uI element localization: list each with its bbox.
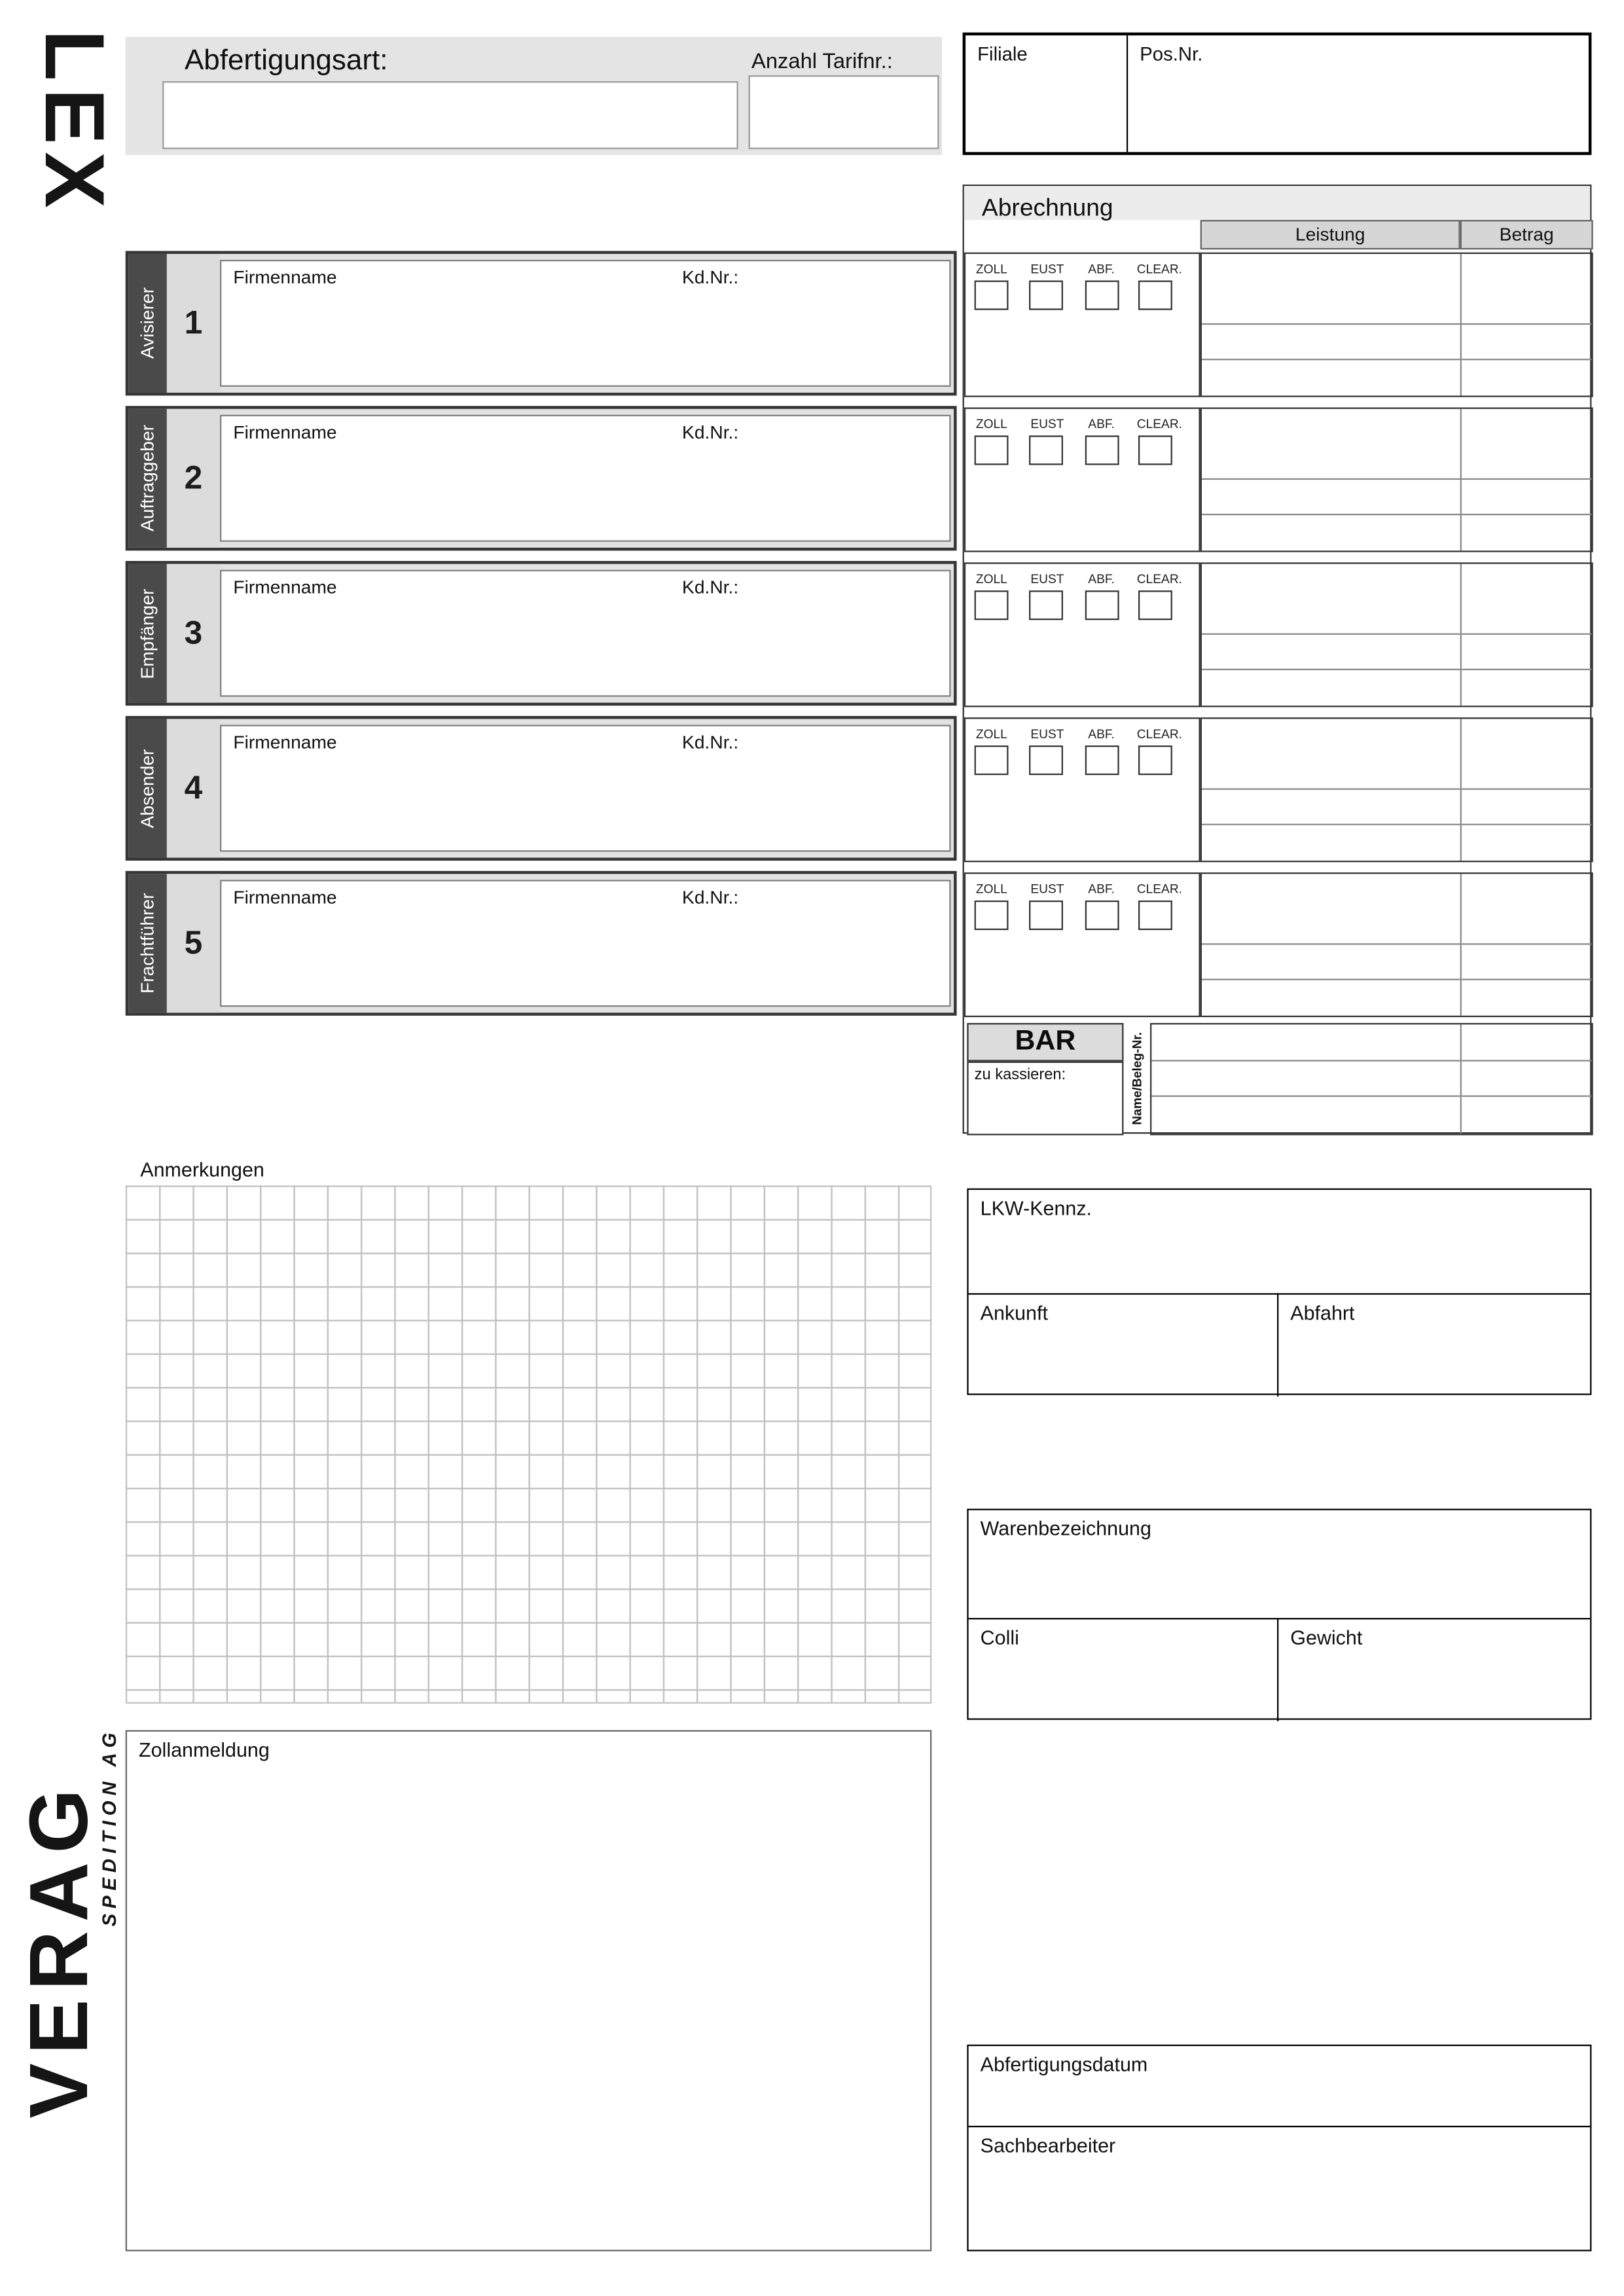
checkbox-cell	[964, 717, 1200, 862]
filiale-field[interactable]	[965, 35, 1128, 152]
abfertigungsart-label: Abfertigungsart:	[184, 44, 388, 77]
abrechnung-row	[1202, 515, 1591, 550]
abfahrt-label: Abfahrt	[1290, 1302, 1355, 1325]
party-block-empfaenger	[126, 561, 957, 706]
ankunft-label: Ankunft	[980, 1302, 1048, 1325]
abfertigung-box	[967, 2045, 1591, 2251]
leistung-cell[interactable]	[1202, 254, 1462, 323]
zoll-checkbox[interactable]	[975, 745, 1009, 775]
clear-checkbox[interactable]	[1138, 281, 1172, 310]
firmenname-label: Firmenname	[233, 887, 337, 908]
bar-row	[1151, 1061, 1591, 1097]
party-company-field[interactable]	[220, 570, 950, 697]
leistung-cell[interactable]	[1202, 825, 1462, 861]
party-company-field[interactable]	[220, 725, 950, 852]
zollanmeldung-field[interactable]	[126, 1730, 932, 2251]
warenbezeichnung-label: Warenbezeichnung	[980, 1517, 1151, 1540]
abrechnung-rows	[1200, 717, 1593, 862]
abrechnung-row	[1202, 635, 1591, 670]
betrag-cell[interactable]	[1462, 515, 1591, 550]
kdnr-label: Kd.Nr.:	[682, 577, 739, 598]
gewicht-field[interactable]	[1278, 1618, 1590, 1721]
sachbearbeiter-label: Sachbearbeiter	[980, 2134, 1116, 2157]
abfahrt-field[interactable]	[1278, 1293, 1590, 1397]
abf-checkbox[interactable]	[1085, 745, 1119, 775]
eust-label: EUST	[1030, 416, 1064, 431]
posnr-field[interactable]	[1128, 35, 1589, 152]
bar-row	[1151, 1024, 1591, 1060]
clear-label: CLEAR.	[1136, 571, 1183, 586]
posnr-label: Pos.Nr.	[1140, 43, 1203, 65]
bar-rows	[1150, 1023, 1593, 1135]
abfertigungsdatum-label: Abfertigungsdatum	[980, 2053, 1148, 2076]
abf-checkbox[interactable]	[1085, 281, 1119, 310]
abrechnung-row	[1202, 564, 1591, 635]
party-block-frachtfuehrer	[126, 871, 957, 1016]
abrechnung-row	[1202, 480, 1591, 515]
party-number: 4	[167, 719, 220, 857]
party-company-field[interactable]	[220, 880, 950, 1007]
party-company-field[interactable]	[220, 415, 950, 542]
party-number: 1	[167, 254, 220, 393]
betrag-cell[interactable]	[1462, 360, 1591, 395]
eust-label: EUST	[1030, 726, 1064, 742]
lex-logo: LEX	[26, 29, 121, 215]
abrechnung-row	[1202, 945, 1591, 980]
leistung-cell[interactable]	[1202, 945, 1462, 979]
colli-field[interactable]	[969, 1618, 1279, 1721]
party-role-label: Avisierer	[128, 254, 167, 393]
firmenname-label: Firmenname	[233, 267, 337, 288]
leistung-cell[interactable]	[1202, 790, 1462, 824]
abrechnung-group-1	[964, 253, 1593, 397]
eust-label: EUST	[1030, 881, 1064, 897]
party-number: 3	[167, 564, 220, 703]
betrag-cell[interactable]	[1462, 980, 1591, 1016]
firmenname-label: Firmenname	[233, 732, 337, 753]
clear-label: CLEAR.	[1136, 261, 1183, 276]
abf-checkbox[interactable]	[1085, 901, 1119, 930]
bar-section	[964, 1023, 1593, 1135]
bar-title: BAR	[967, 1023, 1123, 1062]
eust-checkbox[interactable]	[1029, 901, 1063, 930]
kdnr-label: Kd.Nr.:	[682, 422, 739, 443]
abrechnung-row	[1202, 719, 1591, 789]
zoll-checkbox[interactable]	[975, 435, 1009, 465]
party-role-label: Auftraggeber	[128, 409, 167, 548]
filiale-label: Filiale	[977, 43, 1028, 65]
leistung-cell[interactable]	[1202, 360, 1462, 395]
zoll-label: ZOLL	[975, 416, 1007, 431]
betrag-column-header: Betrag	[1460, 220, 1593, 249]
kdnr-label: Kd.Nr.:	[682, 887, 739, 908]
abrechnung-row	[1202, 980, 1591, 1016]
betrag-cell[interactable]	[1462, 635, 1591, 669]
abrechnung-row	[1202, 360, 1591, 395]
clear-checkbox[interactable]	[1138, 590, 1172, 620]
leistung-cell[interactable]	[1202, 480, 1462, 514]
anzahl-tarifnr-label: Anzahl Tarifnr.:	[751, 50, 893, 74]
abrechnung-rows	[1200, 253, 1593, 397]
checkbox-cell	[964, 562, 1200, 707]
leistung-cell[interactable]	[1151, 1024, 1462, 1059]
betrag-cell[interactable]	[1462, 1024, 1591, 1059]
abrechnung-box	[963, 185, 1592, 1134]
lkw-box	[967, 1189, 1591, 1395]
eust-label: EUST	[1030, 261, 1064, 276]
zoll-label: ZOLL	[975, 261, 1007, 276]
zoll-checkbox[interactable]	[975, 281, 1009, 310]
spedition-ag-label: SPEDITION AG	[98, 1728, 120, 1928]
gewicht-label: Gewicht	[1290, 1626, 1363, 1649]
bar-row	[1151, 1097, 1591, 1133]
abrechnung-group-3	[964, 562, 1593, 707]
anzahl-tarifnr-field[interactable]	[749, 75, 939, 149]
kdnr-label: Kd.Nr.:	[682, 267, 739, 288]
eust-checkbox[interactable]	[1029, 590, 1063, 620]
anmerkungen-label: Anmerkungen	[140, 1158, 264, 1181]
kdnr-label: Kd.Nr.:	[682, 732, 739, 753]
abrechnung-row	[1202, 825, 1591, 861]
zoll-checkbox[interactable]	[975, 590, 1009, 620]
betrag-cell[interactable]	[1462, 1097, 1591, 1133]
zu-kassieren-field[interactable]	[967, 1062, 1123, 1136]
leistung-cell[interactable]	[1202, 670, 1462, 706]
abrechnung-row	[1202, 254, 1591, 325]
leistung-cell[interactable]	[1202, 325, 1462, 359]
eust-checkbox[interactable]	[1029, 435, 1063, 465]
betrag-cell[interactable]	[1462, 825, 1591, 861]
ankunft-field[interactable]	[969, 1293, 1279, 1397]
leistung-cell[interactable]	[1151, 1097, 1462, 1133]
sachbearbeiter-field[interactable]	[969, 2127, 1591, 2253]
betrag-cell[interactable]	[1462, 564, 1591, 634]
party-company-field[interactable]	[220, 260, 950, 387]
anmerkungen-grid[interactable]	[126, 1185, 932, 1704]
party-number: 5	[167, 874, 220, 1013]
clear-label: CLEAR.	[1136, 881, 1183, 897]
abrechnung-row	[1202, 670, 1591, 706]
betrag-cell[interactable]	[1462, 254, 1591, 323]
abrechnung-group-2	[964, 408, 1593, 552]
abrechnung-row	[1202, 874, 1591, 944]
betrag-cell[interactable]	[1462, 409, 1591, 478]
checkbox-cell	[964, 408, 1200, 552]
betrag-cell[interactable]	[1462, 874, 1591, 943]
header-panel	[126, 37, 942, 154]
abrechnung-rows	[1200, 408, 1593, 552]
abf-label: ABF.	[1088, 881, 1115, 897]
eust-checkbox[interactable]	[1029, 281, 1063, 310]
firmenname-label: Firmenname	[233, 577, 337, 598]
leistung-cell[interactable]	[1202, 635, 1462, 669]
firmenname-label: Firmenname	[233, 422, 337, 443]
betrag-cell[interactable]	[1462, 719, 1591, 788]
checkbox-cell	[964, 872, 1200, 1017]
leistung-cell[interactable]	[1202, 564, 1462, 634]
clear-label: CLEAR.	[1136, 726, 1183, 742]
zoll-label: ZOLL	[975, 571, 1007, 586]
zoll-label: ZOLL	[975, 881, 1007, 897]
abf-label: ABF.	[1088, 571, 1115, 586]
filiale-posnr-box	[963, 33, 1592, 155]
party-number: 2	[167, 409, 220, 548]
betrag-cell[interactable]	[1462, 670, 1591, 706]
abfertigungsart-field[interactable]	[162, 81, 738, 149]
betrag-cell[interactable]	[1462, 1061, 1591, 1096]
clear-label: CLEAR.	[1136, 416, 1183, 431]
party-role-label: Frachtführer	[128, 874, 167, 1013]
abrechnung-row	[1202, 325, 1591, 360]
party-block-absender	[126, 716, 957, 861]
leistung-cell[interactable]	[1202, 980, 1462, 1016]
party-block-auftraggeber	[126, 406, 957, 550]
party-block-avisierer	[126, 251, 957, 395]
zoll-checkbox[interactable]	[975, 901, 1009, 930]
warenbezeichnung-box	[967, 1509, 1591, 1720]
betrag-cell[interactable]	[1462, 325, 1591, 359]
verag-logo: VERAG	[12, 1779, 105, 2118]
abrechnung-row	[1202, 790, 1591, 825]
betrag-cell[interactable]	[1462, 790, 1591, 824]
name-beleg-nr-label: Name/Beleg-Nr.	[1129, 1032, 1145, 1126]
checkbox-cell	[964, 253, 1200, 397]
abf-label: ABF.	[1088, 416, 1115, 431]
clear-checkbox[interactable]	[1138, 745, 1172, 775]
abf-label: ABF.	[1088, 261, 1115, 276]
abrechnung-title: Abrechnung	[981, 194, 1113, 222]
leistung-cell[interactable]	[1151, 1061, 1462, 1096]
abrechnung-row	[1202, 409, 1591, 480]
lkw-kennz-label: LKW-Kennz.	[980, 1197, 1092, 1220]
zollanmeldung-label: Zollanmeldung	[139, 1738, 270, 1761]
abf-checkbox[interactable]	[1085, 590, 1119, 620]
party-role-label: Empfänger	[128, 564, 167, 703]
eust-label: EUST	[1030, 571, 1064, 586]
zoll-label: ZOLL	[975, 726, 1007, 742]
party-role-label: Absender	[128, 719, 167, 857]
abf-checkbox[interactable]	[1085, 435, 1119, 465]
abfertigungsdatum-field[interactable]	[969, 2046, 1591, 2127]
abrechnung-group-4	[964, 717, 1593, 862]
abf-label: ABF.	[1088, 726, 1115, 742]
betrag-cell[interactable]	[1462, 945, 1591, 979]
abrechnung-group-5	[964, 872, 1593, 1017]
eust-checkbox[interactable]	[1029, 745, 1063, 775]
leistung-cell[interactable]	[1202, 409, 1462, 478]
clear-checkbox[interactable]	[1138, 901, 1172, 930]
leistung-cell[interactable]	[1202, 719, 1462, 788]
clear-checkbox[interactable]	[1138, 435, 1172, 465]
colli-label: Colli	[980, 1626, 1019, 1649]
leistung-cell[interactable]	[1202, 874, 1462, 943]
leistung-column-header: Leistung	[1200, 220, 1460, 249]
abrechnung-rows	[1200, 562, 1593, 707]
leistung-cell[interactable]	[1202, 515, 1462, 550]
zu-kassieren-label: zu kassieren:	[974, 1066, 1066, 1084]
abrechnung-rows	[1200, 872, 1593, 1017]
betrag-cell[interactable]	[1462, 480, 1591, 514]
